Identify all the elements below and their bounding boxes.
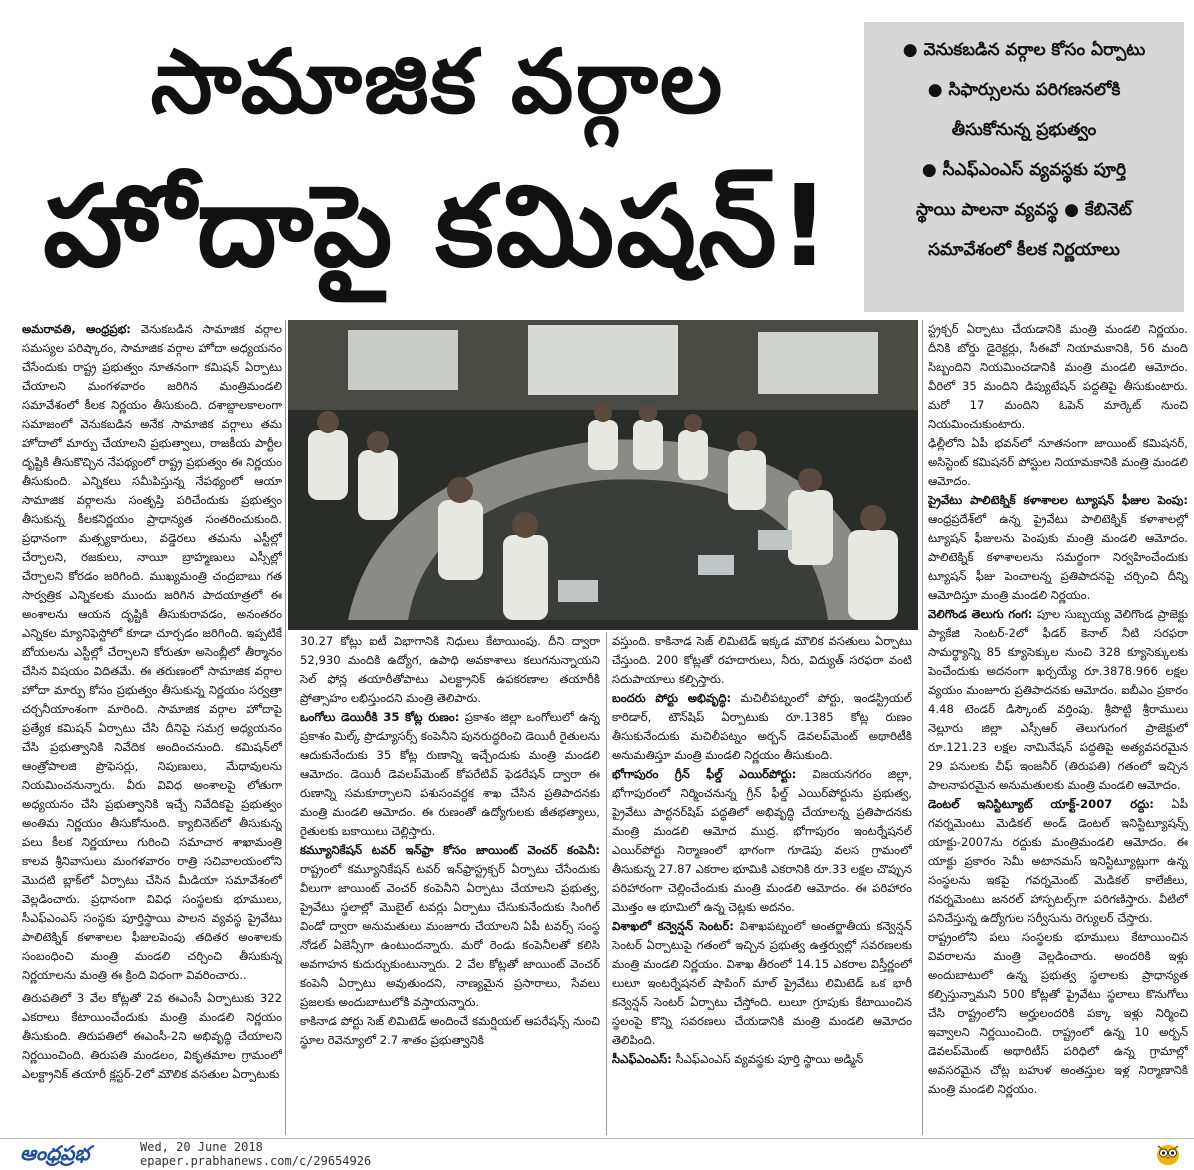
paragraph-text: ప్రకాశం జిల్లా ఒంగోలులో ఉన్న ప్రకాశం మిల్క్ ప్రొడ్యూసర్స్ కంపెనీని పునరుద్ధరించి డెయిరీ రైతులను ఆదుకునేందుకు 35 కోట్ల రుణాన్ని ఇచ్చేందుకు మంత్రి మండలి ఆమోదం. డెయిరీ డెవలప్‌మెంట్ కోపరేటివ్ ఫెడరేషన్ ద్వారా ఈ రుణాన్ని సమకూర్చాలని పశుసంవర్ధక శాఖ చేసిన ప్రతిపాదనకు మంత్రి మండలి ఆమోదం. ఈ రుణంతో ఉద్యోగులకు జీతభత్యాలు, రైతులకు బకాయిలు చెల్లిస్తారు. — [300, 710, 600, 838]
article-paragraph — [928, 605, 1188, 795]
article-paragraph — [300, 708, 600, 841]
article-paragraph: రాష్ట్రంలోని పలు సంస్థలకు భూములు కేటాయించిన వివరాలను మంత్రి వెల్లడించారు. అందరికి ఇళ్లు అందుబాటులో ఉన్న ప్రభుత్వ స్థలాలకు ప్రాధాన్యత కల్పిస్తున్నామని 500 కోట్లతో ప్రైవేటు స్థలాలు కొనుగోలు చేసి రాష్ట్రంలోని అర్హులందరికి పక్కా ఇళ్లు నిర్మించి ఇవ్వాలని నిర్ణయించింది. రాష్ట్రంలో ఉన్న 10 అర్బన్ డెవలప్‌మెంట్ అథారిటీస్ పరిధిలో ఉన్న గ్రామాల్లో అవసరమైన చోట్ల బహుళ అంతస్తుల ఇళ్ల నిర్మాణానికి మంత్రి మండలి నిర్ణయం. — [928, 930, 1188, 1096]
dateline: అమరావతి, ఆంధ్రప్రభ: — [22, 322, 131, 336]
paragraph-text: పూల సుబ్బయ్య వెలిగొండ ప్రాజెక్టు ప్యాకేజి సెంటర్-2లో ఫీడర్ కెనాల్ నీటి సరఫరా సామర్థ్యాన్ని 85 క్యూసెక్కుల నుంచి 328 క్యూసెక్కులకు పెంచేందుకు అదనంగా ఖర్చయ్యే రూ.3878.966 లక్షల వ్యయం మంజూరు ప్రతిపాదనకు ఆమోదం. ఐబీఎం ప్రకారం 4.48 టెండర్ డిస్కౌంట్ వర్తింపు. శ్రీపొట్టి శ్రీరాములు నెల్లూరు జిల్లా ఎస్సీఆర్ తెలుగుగంగ ప్రాజెక్టులో రూ.121.23 లక్షల నామినేషన్ పద్ధతిపై అత్యవసరమైన 29 పనులకు చీఫ్ ఇంజనీర్ (తిరుపతి) గతంలో ఇచ్చిన పాలనాపరమైన అనుమతులకు మంత్రి మండలి ఆమోదం. — [928, 607, 1188, 792]
subhead: విశాఖలో కన్వెన్షన్ సెంటర్: — [612, 919, 734, 933]
highlight-line: ● వెనుకబడిన వర్గాల కోసం ఏర్పాటు — [902, 40, 1146, 60]
paragraph-text: వెనుకబడిన సామాజిక వర్గాల సమస్యల పరిష్కారం, సామాజిక వర్గాల హోదా అధ్యయనం చేసేందుకు రాష్ట్ర ప్రభుత్వం నూతనంగా కమిషన్ ఏర్పాటు చేయాలని మంగళవారం జరిగిన మంత్రిమండలి సమావేశంలో కీలక నిర్ణయం తీసుకుంది. దశాబ్దాలకాలంగా సమాజంలో వెనుకబడిన అనేక సామాజిక వర్గాలు తమ హోదాలో మార్పు చేయాలని ప్రభుత్వాలు, రాజకీయ పార్టీల దృష్టికి తీసుకొచ్చిన నేపథ్యంలో రాష్ట్ర ప్రభుత్వం ఈ నిర్ణయం తీసుకుంది. ఎన్నికలు సమీపిస్తున్న నేపథ్యంలో ఆయా సామాజిక వర్గాలను సంతృప్తి పరిచేందుకు ప్రభుత్వం తీసుకున్న కీలకనిర్ణయం ప్రాధాన్యత సంతరించుకుంది. ప్రధానంగా మత్స్యకారులు, వడ్డెరలు తమను ఎస్టీల్లో చేర్చాలని, రజకులు, నాయీ బ్రాహ్మణులు ఎస్సీల్లో చేర్చాలని కోరడం జరిగింది. ముఖ్యమంత్రి చంద్రబాబు గత సార్వత్రిక ఎన్నికలకు ముందు జరిగిన పాదయాత్రలో ఈ అంశాలను ఆయన దృష్టికి తీసుకురావడం, అనంతరం ఎన్నికల మ్యానిఫెస్టోలో కూడా చూర్చడం జరిగింది. ఇప్పటికే బోయలను ఎస్టీల్లో చేర్చాలని కోరుతూ అసెంబ్లీలో తీర్మానం చేసిన విషయం విదితమే. ఈ తరుణంలో సామాజిక వర్గాల హోదా మార్పు కోసం ప్రభుత్వం తీసుకున్న నిర్ణయం సర్వత్రా చర్చనీయాంశంగా మారింది. సామాజిక వర్గాల హోదాపై ప్రత్యేక కమిషన్ ఏర్పాటు చేసి దీనిపై సమగ్ర అధ్యయనం చేసి ప్రభుత్వానికి నివేదిక అందించనుంది. కమిషన్‌లో ఆంత్రోపాలజి ప్రొఫెసర్లు, నిపుణులు, మేధావులను నియమించనున్నారు. వీరు వివిధ అంశాలపై లోతుగా అధ్యయనం చేసి ప్రభుత్వానికి ఇచ్చే నివేదికపై ప్రభుత్వం అంతిమ నిర్ణయం తీసుకోనుంది. క్యాబినెట్‌లో తీసుకున్న పలు కీలక నిర్ణయాలు గురించి సమాచార శాఖామంత్రి కాలవ శ్రీనివాసులు మంగళవారం రాత్రి సచివాలయంలోని మొదటి బ్లాక్‌లో ఏర్పాటు చేసిన మీడియా సమావేశంలో వెల్లడించారు. ప్రధానంగా వివిధ సంస్థలకు భూములు, సీఎఫ్ఎంఎస్ సంస్థకు పూర్తిస్థాయి పాలన వ్యవస్థ ప్రైవేటు పాలిటెక్నిక్ కళాశాలల ఫీజులపెంపు తదితర అంశాలకు సంబంధించి మంత్రి మండలి చర్చించి తీసుకున్న నిర్ణయాలను మంత్రి ఈ క్రింది విధంగా వివరించారు.. — [22, 322, 282, 982]
highlights-box — [864, 22, 1184, 312]
subhead: డెంటల్ ఇనిస్టిట్యూట్ యాక్ట్-2007 రద్దు: — [928, 797, 1154, 811]
article-paragraph: తిరుపతిలో 3 వేల కోట్లతో 2వ ఈఎంసీ ఏర్పాటుకు 322 ఎకరాలు కేటాయించేందుకు మంత్రి మండలి నిర్ణయం తీసుకుంది. తిరుపతిలో ఈఎంసీ-2ని అభివృద్ధి చేయాలని నిర్ణయించింది. తిరుపతి మండలం, వికృతమాల గ్రామంలో ఎలక్ట్రానిక్ తయారీ క్లస్టర్-2లో మౌలిక వసతుల ఏర్పాటుకు — [22, 991, 282, 1081]
article-paragraph — [612, 917, 912, 1050]
cabinet-meeting-photo — [288, 320, 918, 630]
article-paragraph: కాకినాడ పోర్టు సెజ్ లిమిటెడ్ అందించే కమర్షియల్ ఆపరేషన్స్ నుంచి స్థూల రెవెన్యూలో 2.7 శాతం ప్రభుత్వానికి — [300, 1014, 600, 1047]
article-paragraph — [928, 795, 1188, 928]
edition-date: Wed, 20 June 2018 — [140, 1140, 263, 1154]
article-column-3 — [612, 632, 912, 1135]
paragraph-text: ఏపీ గవర్నమెంటు మెడికల్ అండ్ డెంటల్ ఇనిస్టిట్యూషన్స్ యాక్టు-2007ను రద్దుకు మంత్రిమండలి ఆమోదం. ఈ యాక్టు ప్రకారం సెమీ అటానమస్ ఇనిస్టిట్యూట్లుగా ఉన్న సంస్థలను ఇకపై గవర్నమెంట్ మెడికల్ కాలేజీలు, గవర్నమెంటు జనరల్ హాస్పటల్స్‌గా పరిగణిస్తారు. వీటిలో పనిచేస్తున్న ఉద్యోగుల సర్వీసును రెగ్యులర్ చేస్తారు. — [928, 797, 1188, 925]
headline-line-2: హోదాపై కమిషన్! — [43, 162, 832, 292]
paragraph-text: మచిలీపట్నంలో పోర్టు, ఇండస్ట్రియల్ కారిడార్, టౌన్‌షిప్ ఏర్పాటుకు రూ.1385 కోట్ల రుణం తీసుకునేందుకు మచిలీపట్నం అర్బన్ డెవలప్‌మెంట్ అథారిటీకి అనుమతిస్తూ మంత్రి మండలి నిర్ణయం తీసుకుంది. — [612, 691, 912, 762]
article-paragraph: ఢిల్లీలోని ఏపీ భవన్‌లో నూతనంగా జాయింట్ కమిషనర్, అసిస్టెంట్ కమిషనర్ పోస్టుల నియామకానికి మంత్రి మండలి ఆమోదం. — [928, 436, 1188, 488]
article-paragraph: 30.27 కోట్లు ఐటీ విభాగానికి నిధులు కేటాయింపు. దీని ద్వారా 52,930 మందికి ఉద్యోగ, ఉపాధి అవకాశాలు కలుగనున్నాయని సెల్ ఫోన్ల తయారీతోపాటు ఎలక్ట్రానిక్ ఉపకరణాల తయారీకి ప్రోత్సాహం లభిస్తుందని మంత్రి తెలిపారు. — [300, 634, 600, 705]
paragraph-text: విజయనగరం జిల్లా, భోగాపురంలో నిర్మించనున్న గ్రీన్ ఫీల్డ్ ఎయిర్‌పోర్టును ప్రభుత్వ, ప్రైవేటు పార్టనర్‌షిప్ పద్ధతిలో అభివృద్ధి చేయాలన్న ప్రతిపాదనకు మంత్రి మండలి ఆమోద ముద్ర. భోగాపురం ఇంటర్నేషనల్ ఎయిర్‌పోర్టు నిర్మాణంలో భాగంగా గూడెపు వలస గ్రామంలో తీసుకున్న 27.87 ఎకరాల భూమికి ఎకరానికి రూ.33 లక్షల చొప్పున పరిహారంగా చెల్లించేందుకు మంత్రి మండలి ఆమోదం. ఈ పరిహారం మొత్తం ఆ భూమిలో ఉన్న చెట్లకు అదనం. — [612, 767, 912, 914]
article-paragraph — [928, 491, 1188, 605]
article-column-4 — [928, 320, 1188, 1135]
epaper-url[interactable]: epaper.prabhanews.com/c/29654926 — [140, 1154, 372, 1168]
andhraprabha-logo[interactable]: ఆంధ్రప్రభ — [20, 1141, 90, 1165]
paragraph-text: రాష్ట్రంలో కమ్యూనికేషన్ టవర్ ఇన్‌ఫ్రాస్ట్రక్చర్ ఏర్పాటు చేసేందుకు వీలుగా జాయింట్ వెంచర్ కంపెనీని ఏర్పాటు చేయాలని ప్రభుత్వ, ప్రైవేటు స్థలాల్లో మొబైల్ టవర్లు ఏర్పాటు చేసుకునేందుకు సింగిల్ విండో ద్వారా అనుమతులు మంజూరు చేయాలని ఏపీ టవర్స్ సంస్థ నోడల్ ఏజెన్సీగా ఉంటుందన్నారు. మరో రెండు కంపెనీలతో కలిసి అవగాహన కుదుర్చుకుంటున్నారు. 2 వేల కోట్లతో జాయింట్ వెంచర్ కంపెనీ ఏర్పాటు అవుతుందని, నాణ్యమైన ప్రసారాలు, సేవలు ప్రజలకు అందుబాటులోకి వస్తాయన్నారు. — [300, 862, 600, 1009]
subhead: ప్రైవేటు పాలిటెక్నిక్ కళాశాలల ట్యూషన్ ఫీజుల పెంపు: — [928, 493, 1188, 507]
article-paragraph — [612, 689, 912, 765]
article-paragraph — [300, 841, 600, 1012]
subhead: వెలిగొండ తెలుగు గంగ: — [928, 607, 1033, 621]
subhead: సీఎఫ్ఎంఎస్: — [612, 1052, 672, 1066]
headline-line-1: సామాజిక వర్గాల — [150, 30, 725, 133]
paragraph-text: ఆంధ్రప్రదేశ్‌లో ఉన్న ప్రైవేటు పాలిటెక్నిక్ కళాశాలల్లో ట్యూషన్ ఫీజులను పెంపుకు మంత్రి మండలి ఆమోదం. పాలిటెక్నిక్ కళాశాలలను సమర్థంగా నిర్వహించేందుకు ట్యూషన్ ఫీజు పెంచాలన్న ప్రతిపాదనపై చర్చించి దీన్ని ఆమోదిస్తూ మంత్రి మండలి నిర్ణయం. — [928, 512, 1188, 602]
owl-icon[interactable] — [1155, 1142, 1181, 1166]
article-column-1 — [22, 320, 282, 1135]
column-divider — [285, 320, 286, 1135]
highlight-line: ● సీఎఫ్ఎంఎస్ వ్యవస్థకు పూర్తి — [921, 160, 1127, 180]
footer-bar — [0, 1138, 1194, 1169]
highlight-line: ● సిఫార్సులను పరిగణనలోకి — [927, 80, 1121, 100]
subhead: భోగాపురం గ్రీన్ ఫీల్డ్ ఎయిర్‌పోర్టు: — [612, 767, 797, 781]
highlight-line: స్థాయి పాలనా వ్యవస్థ ● కేబినెట్ — [916, 200, 1132, 220]
article-paragraph: వస్తుంది. కాకినాడ సెజ్ లిమిటెడ్ ఇక్కడ మౌలిక వసతులు ఏర్పాటు చేస్తుంది. 200 కోట్లతో రహదారులు, నీరు, విద్యుత్ సరఫరా వంటి సదుపాయాలు కల్పిస్తారు. — [612, 634, 912, 686]
article-paragraph: స్ట్రక్చర్ ఏర్పాటు చేయడానికి మంత్రి మండలి నిర్ణయం. దీనికి బోర్డు డైరెక్టర్లు, సీఈవో నియామకానికి, 56 మంది సిబ్బందిని నియమించడానికి మంత్రి మండలి ఆమోదం. వీరిలో 35 మందిని డిప్యుటేషన్ పద్ధతిపై తీసుకుంటారు. మరో 17 మందిని ఓపెన్ మార్కెట్ నుంచి నియమించుకుంటారు. — [928, 322, 1188, 431]
column-divider — [606, 632, 607, 1135]
paragraph-text: విశాఖపట్నంలో అంతర్జాతీయ కన్వెన్షన్ సెంటర్ ఏర్పాటుపై గతంలో ఇచ్చిన ప్రభుత్వ ఉత్తర్వుల్లో సవరణలకు మంత్రి మండలి నిర్ణయం. విశాఖ తీరంలో 14.15 ఎకరాల విస్తీర్ణంలో లులూ ఇంటర్నేషనల్ షాపింగ్ మాల్ ప్రైవేటు లిమిటెడ్ ఒక భారీ కన్వెన్షన్ సెంటర్ ఏర్పాటు చేస్తోంది. లులూ గ్రూపుకు కేటాయించిన స్థలంపై కొన్ని సవరణలు చేయడానికి మంత్రి మండలి ఆమోదం తెలిపింది. — [612, 919, 912, 1047]
headline — [20, 12, 855, 312]
article-paragraph — [612, 765, 912, 917]
subhead: ఒంగోలు డెయిరీకి 35 కోట్ల రుణం: — [300, 710, 460, 724]
subhead: కమ్యూనికేషన్ టవర్ ఇన్‌ఫ్రా కోసం జాయింట్ వెంచర్ కంపెనీ: — [300, 843, 600, 857]
subhead: బందరు పోర్టు అభివృద్ధి: — [612, 691, 732, 705]
article-paragraph — [612, 1050, 912, 1069]
article-column-2 — [300, 632, 600, 1135]
column-divider — [922, 320, 923, 1135]
highlight-line: తీసుకోనున్న ప్రభుత్వం — [951, 120, 1097, 140]
meeting-photo-illustration — [288, 320, 918, 630]
paragraph-text: సీఎఫ్ఎంఎస్ వ్యవస్థకు పూర్తి స్థాయి అడ్మిన్ — [675, 1052, 864, 1066]
article-paragraph — [22, 320, 282, 985]
highlight-line: సమావేశంలో కీలక నిర్ణయాలు — [928, 240, 1120, 260]
